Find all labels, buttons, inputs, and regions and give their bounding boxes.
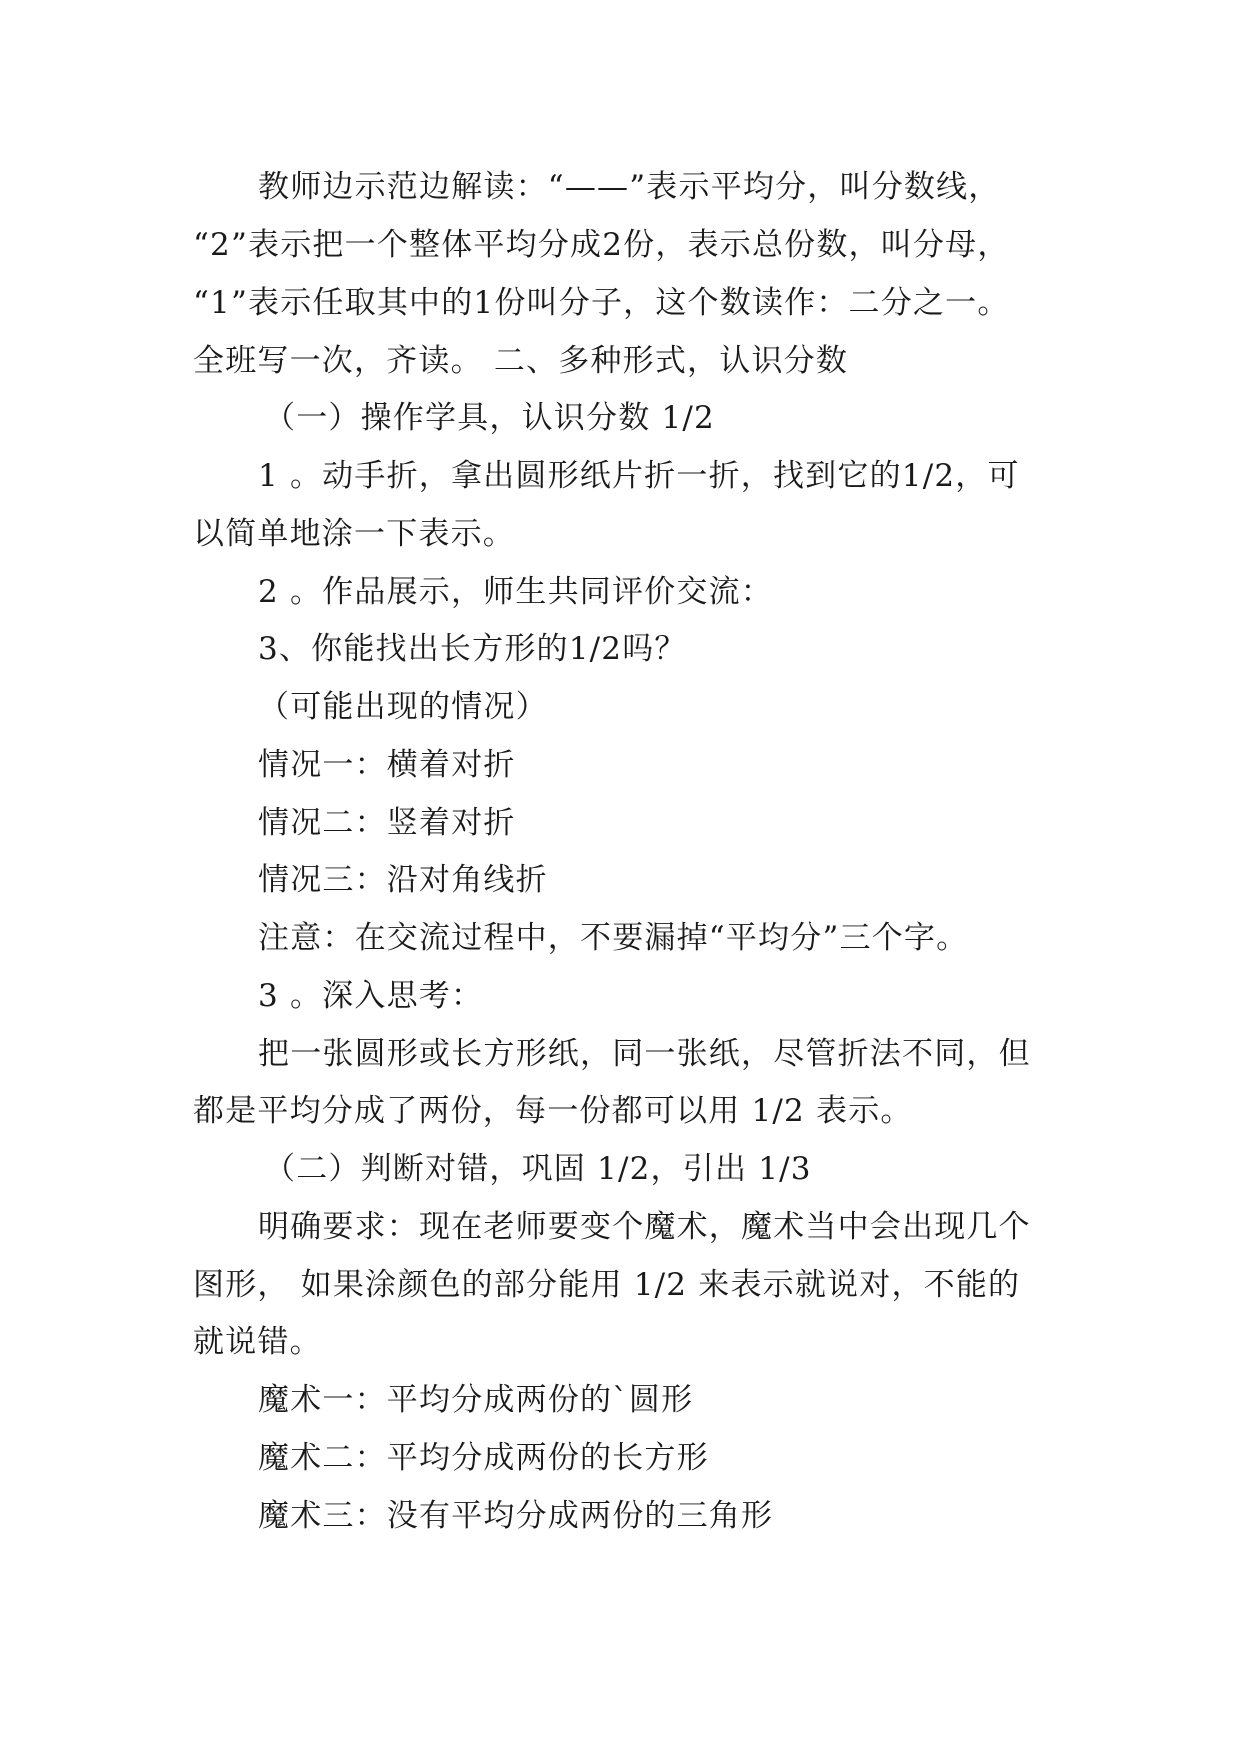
- paragraph-line: 1 。动手折，拿出圆形纸片折一折，找到它的1/2，可: [258, 458, 1020, 494]
- paragraph-line: 把一张圆形或长方形纸，同一张纸，尽管折法不同，但: [258, 1036, 1031, 1072]
- paragraph-line: 图形， 如果涂颜色的部分能用 1/2 来表示就说对，不能的: [193, 1267, 1021, 1303]
- paragraph-line: 教师边示范边解读：“——”表示平均分，叫分数线，: [258, 169, 1001, 205]
- paragraph-line: 全班写一次，齐读。 二、多种形式，认识分数: [193, 343, 849, 379]
- paragraph-line: “1”表示任取其中的1份叫分子，这个数读作：二分之一。: [193, 285, 1010, 321]
- paragraph-line: 就说错。: [193, 1324, 322, 1360]
- paragraph-line: 注意：在交流过程中，不要漏掉“平均分”三个字。: [258, 920, 969, 956]
- section-heading: （二）判断对错，巩固 1/2，引出 1/3: [264, 1151, 812, 1187]
- paragraph-line: 明确要求：现在老师要变个魔术，魔术当中会出现几个: [258, 1209, 1031, 1245]
- list-item: 情况二：竖着对折: [258, 805, 516, 841]
- paragraph-line: （可能出现的情况）: [258, 689, 548, 725]
- list-item: 情况一：横着对折: [258, 747, 516, 783]
- paragraph-line: 以简单地涂一下表示。: [193, 516, 515, 552]
- paragraph-line: 3、你能找出长方形的1/2吗？: [258, 631, 687, 667]
- list-item: 魔术一：平均分成两份的`圆形: [258, 1382, 694, 1418]
- list-item: 魔术二：平均分成两份的长方形: [258, 1440, 709, 1476]
- paragraph-line: 3 。深入思考：: [258, 978, 484, 1014]
- paragraph-line: 2 。作品展示，师生共同评价交流：: [258, 574, 773, 610]
- list-item: 情况三：沿对角线折: [258, 862, 548, 898]
- paragraph-line: “2”表示把一个整体平均分成2份，表示总份数，叫分母，: [193, 227, 1010, 263]
- section-heading: （一）操作学具，认识分数 1/2: [264, 400, 715, 436]
- list-item: 魔术三：没有平均分成两份的三角形: [258, 1498, 774, 1534]
- paragraph-line: 都是平均分成了两份，每一份都可以用 1/2 表示。: [193, 1093, 913, 1129]
